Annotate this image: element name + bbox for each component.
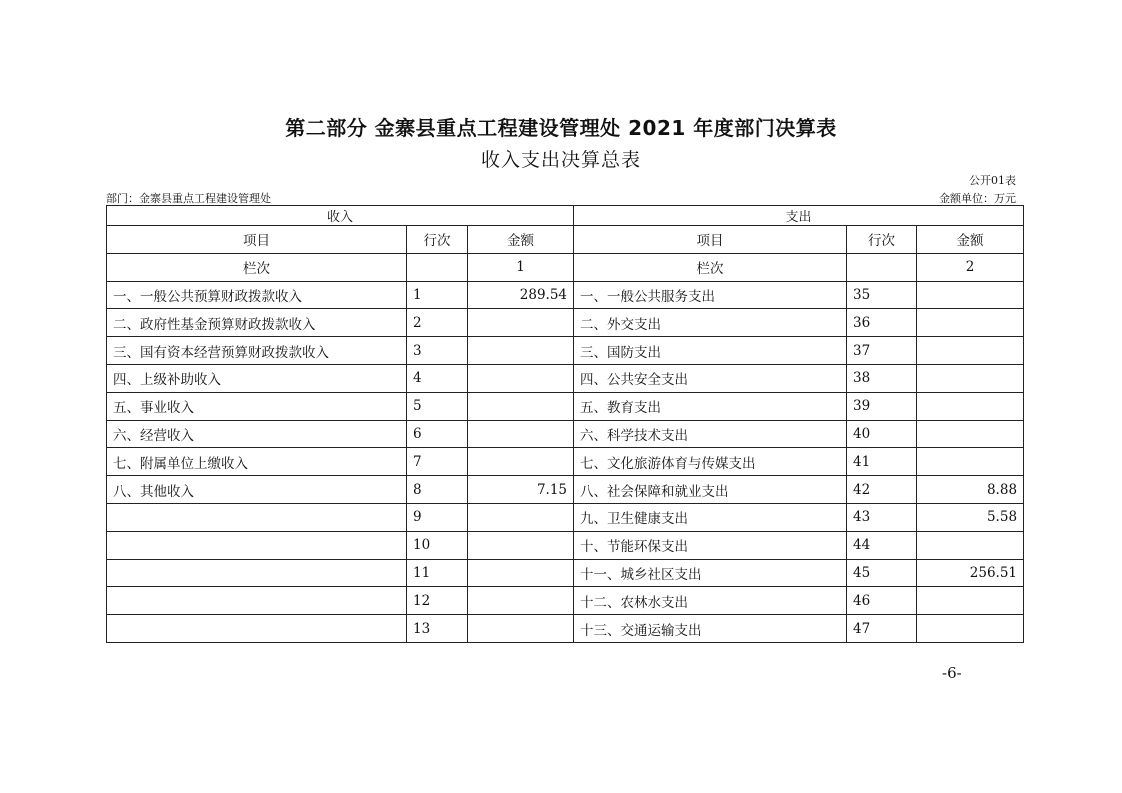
expense-amount-cell (917, 587, 1024, 615)
income-amount-cell (468, 531, 574, 559)
expense-section-header: 支出 (574, 206, 1024, 226)
income-amount-cell: 7.15 (468, 476, 574, 504)
table-row (107, 503, 1024, 531)
expense-row-no-cell: 35 (847, 281, 917, 309)
expense-amount-header: 金额 (917, 226, 1024, 254)
income-item-cell (107, 615, 407, 643)
expense-item-cell: 三、国防支出 (574, 337, 847, 365)
income-amount-header: 金额 (468, 226, 574, 254)
expense-amount-cell (917, 392, 1024, 420)
expense-item-cell: 七、文化旅游体育与传媒支出 (574, 448, 847, 476)
expense-row-no-cell: 40 (847, 420, 917, 448)
expense-item-cell: 十一、城乡社区支出 (574, 559, 847, 587)
table-row (107, 281, 1024, 309)
expense-item-cell: 十二、农林水支出 (574, 587, 847, 615)
table-row (107, 337, 1024, 365)
table-subtitle: 收入支出决算总表 (480, 149, 641, 171)
expense-row-no-header: 行次 (847, 226, 917, 254)
income-row-no-cell: 13 (407, 615, 468, 643)
expense-column-blank (847, 253, 917, 281)
expense-row-no-cell: 38 (847, 364, 917, 392)
expense-amount-cell (917, 309, 1024, 337)
income-column-label: 栏次 (107, 253, 407, 281)
income-row-no-cell: 12 (407, 587, 468, 615)
income-amount-cell (468, 503, 574, 531)
expense-amount-cell: 256.51 (917, 559, 1024, 587)
table-row (107, 392, 1024, 420)
income-item-cell: 三、国有资本经营预算财政拨款收入 (107, 337, 407, 365)
department-label: 部门：金寨县重点工程建设管理处 (106, 192, 271, 205)
expense-item-cell: 十三、交通运输支出 (574, 615, 847, 643)
expense-column-label: 栏次 (574, 253, 847, 281)
income-amount-cell (468, 615, 574, 643)
income-row-no-cell: 9 (407, 503, 468, 531)
income-amount-cell (468, 392, 574, 420)
income-item-cell: 八、其他收入 (107, 476, 407, 504)
income-amount-cell (468, 587, 574, 615)
expense-item-cell: 四、公共安全支出 (574, 364, 847, 392)
expense-item-cell: 六、科学技术支出 (574, 420, 847, 448)
expense-row-no-cell: 39 (847, 392, 917, 420)
expense-item-cell: 二、外交支出 (574, 309, 847, 337)
income-column-number: 1 (468, 253, 574, 281)
expense-row-no-cell: 47 (847, 615, 917, 643)
table-row (107, 559, 1024, 587)
expense-item-cell: 九、卫生健康支出 (574, 503, 847, 531)
income-amount-cell (468, 559, 574, 587)
table-row (107, 309, 1024, 337)
expense-row-no-cell: 42 (847, 476, 917, 504)
expense-row-no-cell: 36 (847, 309, 917, 337)
income-item-cell: 六、经营收入 (107, 420, 407, 448)
expense-item-header: 项目 (574, 226, 847, 254)
income-item-cell (107, 587, 407, 615)
income-amount-cell (468, 420, 574, 448)
expense-amount-cell (917, 420, 1024, 448)
income-amount-cell (468, 309, 574, 337)
income-item-cell (107, 531, 407, 559)
income-row-no-cell: 7 (407, 448, 468, 476)
expense-item-cell: 一、一般公共服务支出 (574, 281, 847, 309)
column-number-row (107, 253, 1024, 281)
income-row-no-header: 行次 (407, 226, 468, 254)
income-row-no-cell: 4 (407, 364, 468, 392)
income-item-cell: 二、政府性基金预算财政拨款收入 (107, 309, 407, 337)
table-row (107, 364, 1024, 392)
income-item-header: 项目 (107, 226, 407, 254)
expense-amount-cell (917, 281, 1024, 309)
expense-row-no-cell: 44 (847, 531, 917, 559)
income-row-no-cell: 11 (407, 559, 468, 587)
amount-unit-label: 金额单位：万元 (939, 192, 1016, 205)
income-row-no-cell: 6 (407, 420, 468, 448)
income-item-cell (107, 559, 407, 587)
expense-column-number: 2 (917, 253, 1024, 281)
expense-row-no-cell: 45 (847, 559, 917, 587)
income-row-no-cell: 8 (407, 476, 468, 504)
income-amount-cell (468, 337, 574, 365)
table-row (107, 476, 1024, 504)
income-expense-table (106, 205, 1024, 643)
income-item-cell: 一、一般公共预算财政拨款收入 (107, 281, 407, 309)
income-amount-cell (468, 448, 574, 476)
column-header-row (107, 226, 1024, 254)
table-row (107, 615, 1024, 643)
table-row (107, 420, 1024, 448)
expense-amount-cell (917, 448, 1024, 476)
table-code: 公开01表 (969, 174, 1016, 187)
page-number: -6- (942, 664, 962, 682)
expense-amount-cell (917, 337, 1024, 365)
income-item-cell: 五、事业收入 (107, 392, 407, 420)
expense-amount-cell (917, 615, 1024, 643)
income-item-cell (107, 503, 407, 531)
expense-amount-cell (917, 531, 1024, 559)
expense-row-no-cell: 41 (847, 448, 917, 476)
expense-item-cell: 八、社会保障和就业支出 (574, 476, 847, 504)
expense-row-no-cell: 46 (847, 587, 917, 615)
expense-amount-cell: 8.88 (917, 476, 1024, 504)
income-column-blank (407, 253, 468, 281)
expense-amount-cell (917, 364, 1024, 392)
income-row-no-cell: 10 (407, 531, 468, 559)
income-row-no-cell: 1 (407, 281, 468, 309)
income-section-header: 收入 (107, 206, 574, 226)
expense-item-cell: 十、节能环保支出 (574, 531, 847, 559)
income-item-cell: 七、附属单位上缴收入 (107, 448, 407, 476)
income-row-no-cell: 5 (407, 392, 468, 420)
income-row-no-cell: 3 (407, 337, 468, 365)
expense-amount-cell: 5.58 (917, 503, 1024, 531)
income-amount-cell (468, 364, 574, 392)
section-header-row (107, 206, 1024, 226)
income-amount-cell: 289.54 (468, 281, 574, 309)
expense-row-no-cell: 37 (847, 337, 917, 365)
income-item-cell: 四、上级补助收入 (107, 364, 407, 392)
expense-row-no-cell: 43 (847, 503, 917, 531)
expense-item-cell: 五、教育支出 (574, 392, 847, 420)
table-row (107, 531, 1024, 559)
income-row-no-cell: 2 (407, 309, 468, 337)
table-row (107, 587, 1024, 615)
table-row (107, 448, 1024, 476)
page-title: 第二部分 金寨县重点工程建设管理处 2021 年度部门决算表 (285, 116, 837, 140)
